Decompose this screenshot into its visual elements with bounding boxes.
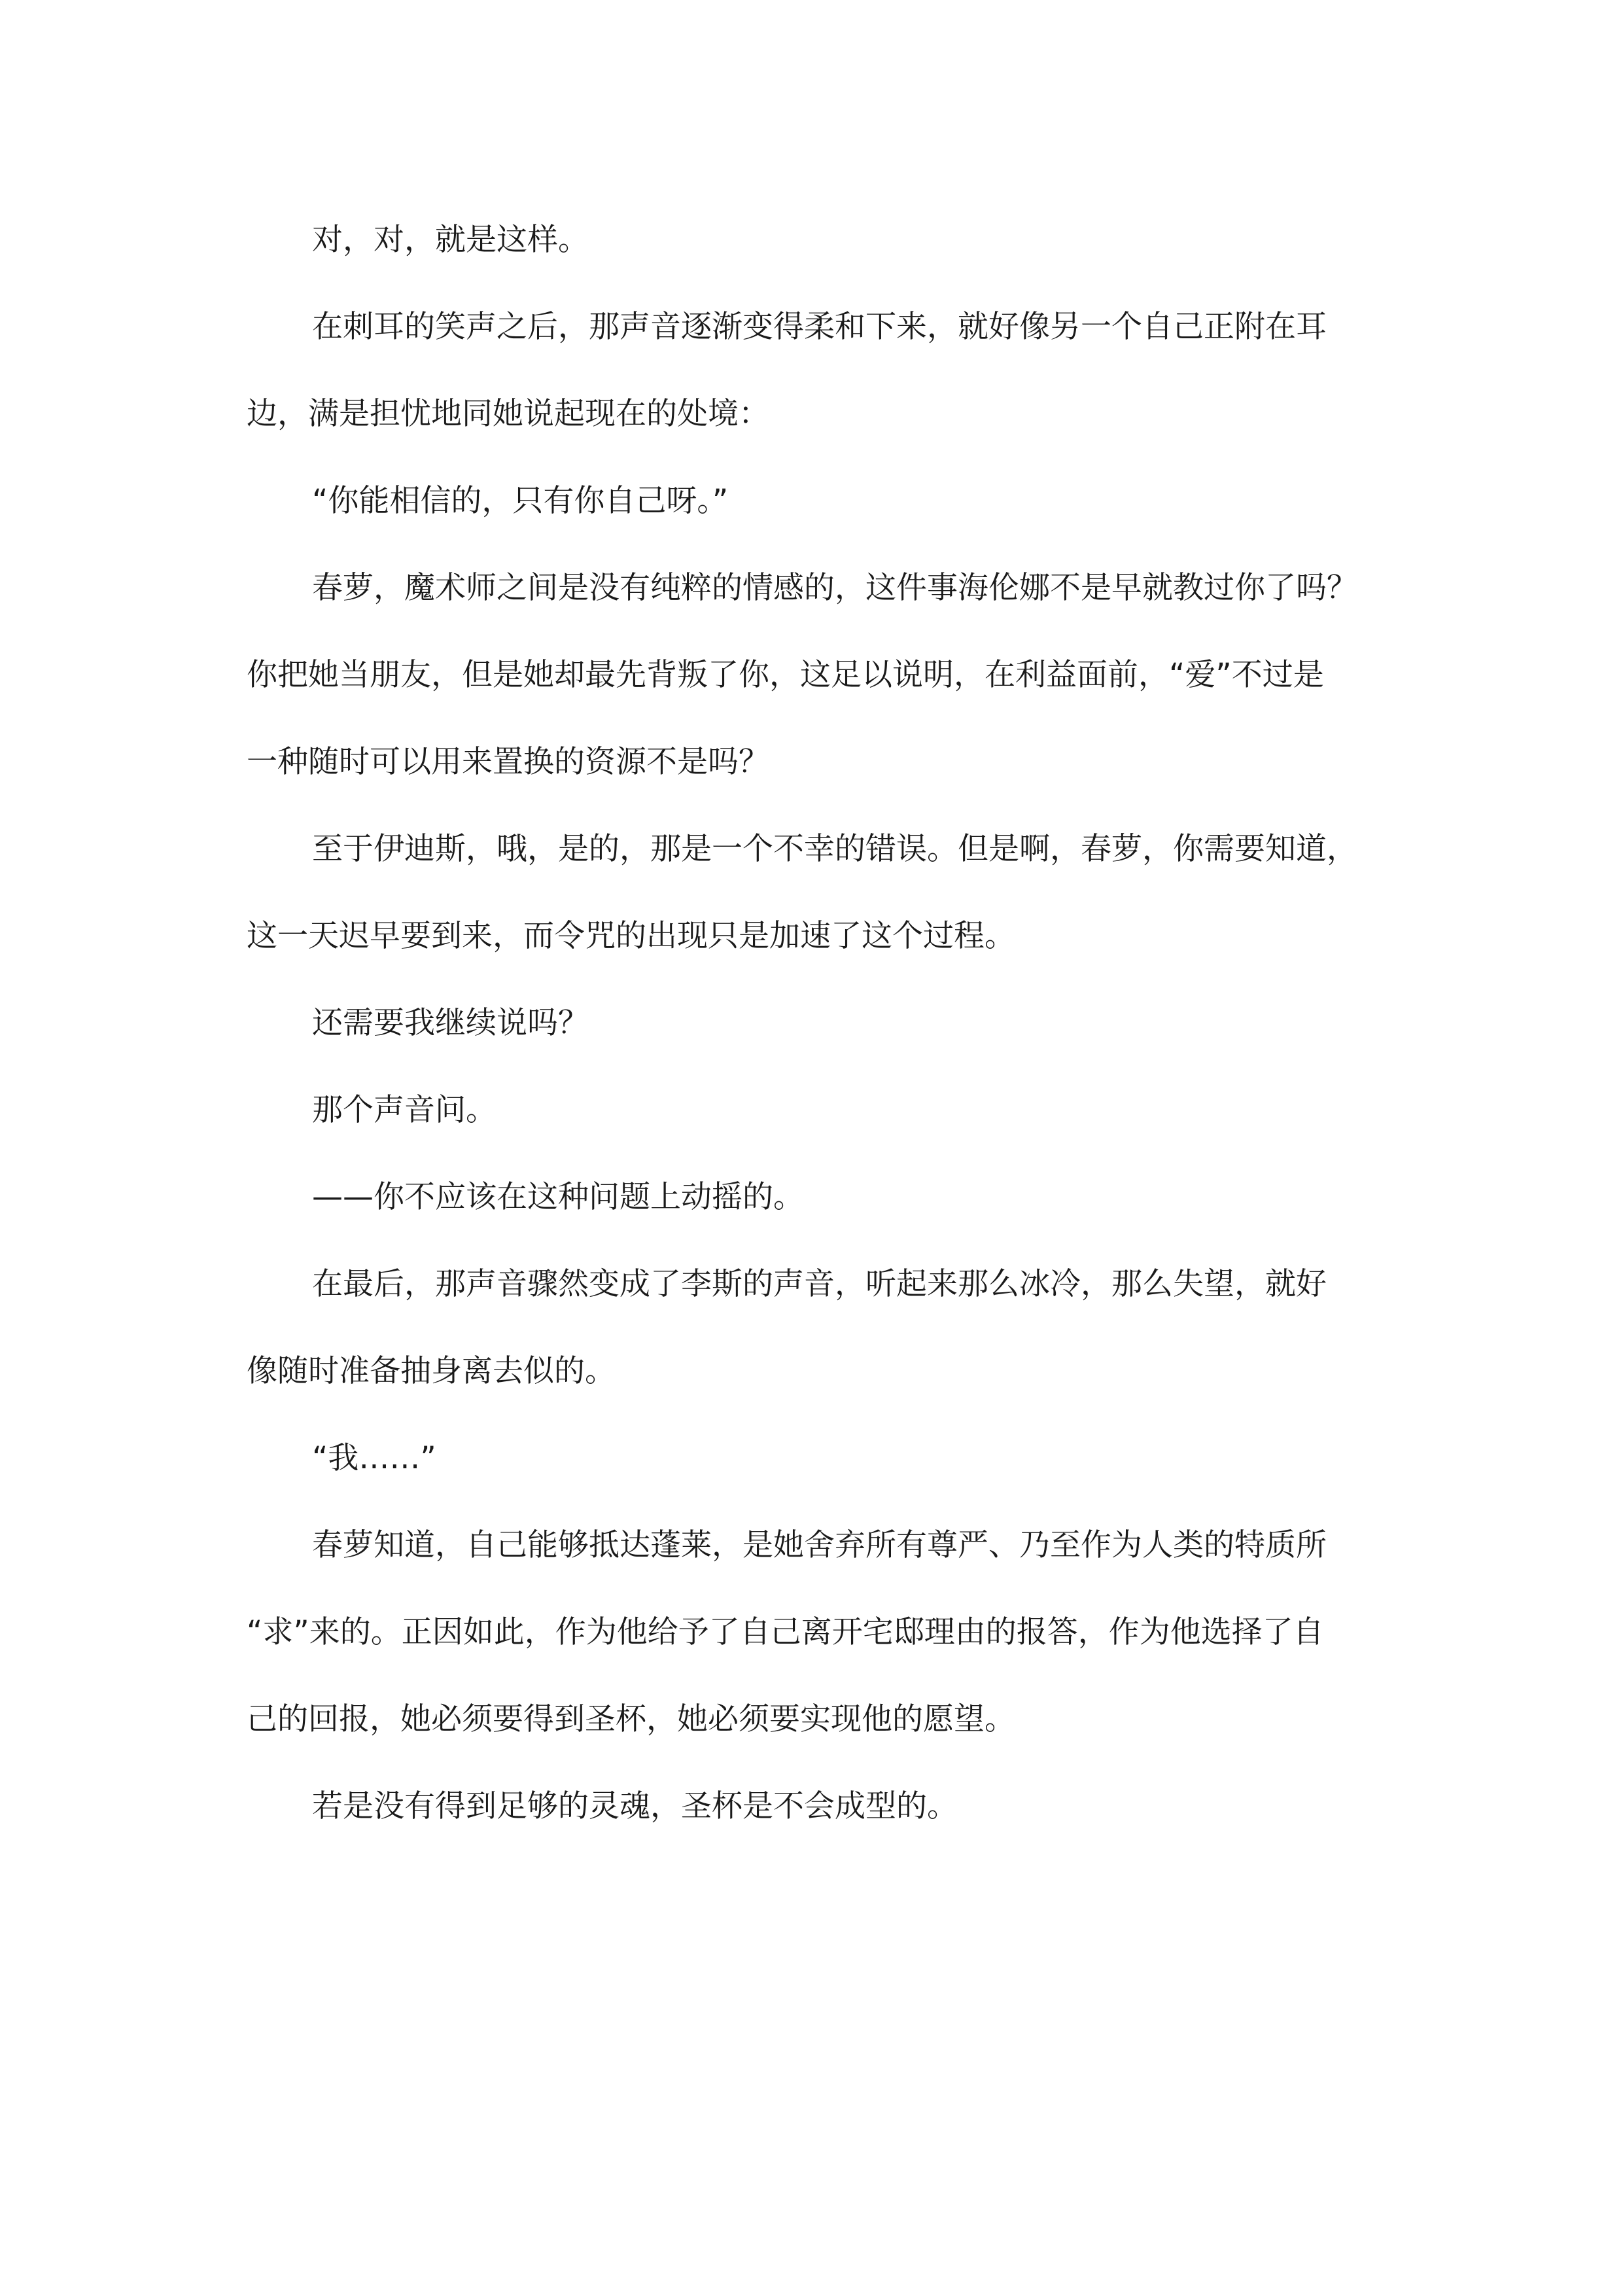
paragraph <box>247 457 1405 544</box>
text-line: 至于伊迪斯，哦，是的，那是一个不幸的错误。但是啊，春萝，你需要知道， <box>312 831 1357 867</box>
text-line: 那个声音问。 <box>312 1092 497 1128</box>
text-line: 己的回报，她必须要得到圣杯，她必须要实现他的愿望。 <box>247 1701 1015 1737</box>
text-line: 在刺耳的笑声之后，那声音逐渐变得柔和下来，就好像另一个自己正附在耳 <box>312 309 1327 345</box>
paragraph <box>247 980 1405 1067</box>
text-line: 还需要我继续说吗？ <box>312 1005 589 1041</box>
paragraph <box>247 544 1405 805</box>
paragraph <box>247 1502 1405 1763</box>
text-line: 在最后，那声音骤然变成了李斯的声音，听起来那么冰冷，那么失望，就好 <box>312 1266 1327 1302</box>
document-body <box>247 0 1405 1850</box>
paragraph <box>247 196 1405 283</box>
text-line: 对，对，就是这样。 <box>312 222 589 258</box>
text-line: 这一天迟早要到来，而令咒的出现只是加速了这个过程。 <box>247 918 1015 954</box>
text-line: 边，满是担忧地同她说起现在的处境： <box>247 396 769 432</box>
text-line: 春萝，魔术师之间是没有纯粹的情感的，这件事海伦娜不是早就教过你了吗？ <box>312 570 1357 606</box>
text-line: 你把她当朋友，但是她却最先背叛了你，这足以说明，在利益面前，“爱”不过是 <box>247 657 1324 693</box>
text-line: “我……” <box>312 1440 436 1476</box>
paragraph <box>247 1415 1405 1502</box>
paragraph <box>247 805 1405 980</box>
text-line: 春萝知道，自己能够抵达蓬莱，是她舍弃所有尊严、乃至作为人类的特质所 <box>312 1527 1327 1563</box>
paragraph <box>247 1067 1405 1154</box>
top-margin <box>247 0 1405 196</box>
paragraph <box>247 1763 1405 1850</box>
paragraph <box>247 1154 1405 1241</box>
text-line: “求”来的。正因如此，作为他给予了自己离开宅邸理由的报答，作为他选择了自 <box>247 1614 1324 1650</box>
text-line: 若是没有得到足够的灵魂，圣杯是不会成型的。 <box>312 1788 958 1824</box>
text-line: ——你不应该在这种问题上动摇的。 <box>312 1179 804 1215</box>
paragraph <box>247 283 1405 457</box>
text-line: “你能相信的，只有你自己呀。” <box>312 483 729 519</box>
text-line: 像随时准备抽身离去似的。 <box>247 1353 616 1389</box>
paragraph <box>247 1241 1405 1415</box>
text-line: 一种随时可以用来置换的资源不是吗？ <box>247 744 769 780</box>
